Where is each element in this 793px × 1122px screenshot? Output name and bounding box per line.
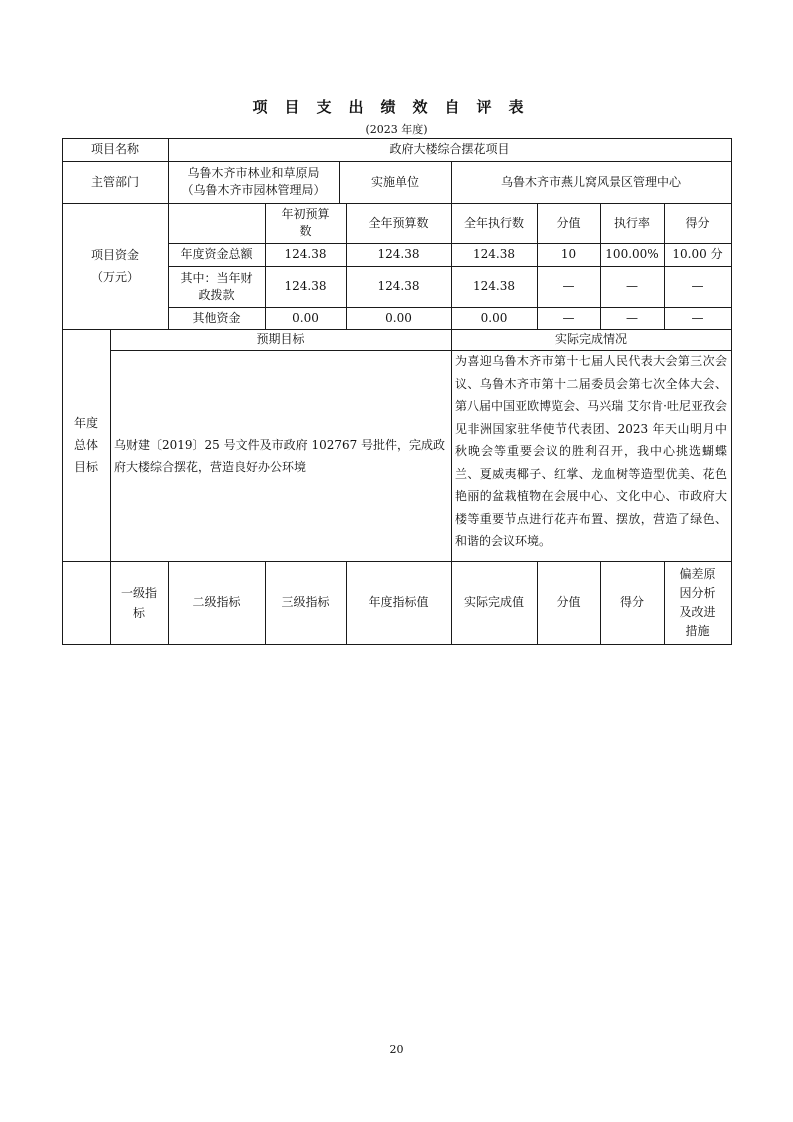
funds-cell: 124.38 xyxy=(284,247,327,261)
funds-row-label: 其他资金 xyxy=(192,310,241,325)
impl-unit-label: 实施单位 xyxy=(370,174,419,189)
dept-line-1: 乌鲁木齐市林业和草原局 xyxy=(187,166,320,180)
dept-line-2: （乌鲁木齐市园林管理局） xyxy=(181,183,326,197)
indicator-header-cell: 三级指标 xyxy=(281,595,330,609)
indicator-header-cell: 分值 xyxy=(556,595,581,609)
indicator-header-cell: 二级指标 xyxy=(192,595,241,609)
indicator-header-cell: 实际完成值 xyxy=(463,595,524,609)
project-name-label: 项目名称 xyxy=(90,142,139,156)
dept-value xyxy=(168,161,339,203)
document-year: (2023 年度) xyxy=(365,123,428,136)
funds-cell: 124.38 xyxy=(473,247,515,261)
indicator-header-cell: 一级指 标 xyxy=(120,585,157,620)
funds-header-cell: 分值 xyxy=(556,215,581,230)
expected-goal-header: 预期目标 xyxy=(256,332,305,346)
funds-cell: — xyxy=(691,310,704,325)
annual-goal-label: 年度 总体 目标 xyxy=(73,416,98,474)
funds-label: 项目资金 （万元） xyxy=(90,248,139,284)
funds-header-cell: 全年预算数 xyxy=(368,215,429,230)
funds-row-label: 其中：当年财 政拨款 xyxy=(180,270,253,302)
funds-cell: — xyxy=(562,279,575,293)
funds-cell: 124.38 xyxy=(473,279,515,293)
funds-header-cell: 执行率 xyxy=(613,215,650,230)
funds-cell: 124.38 xyxy=(377,247,420,261)
actual-status-header: 实际完成情况 xyxy=(554,332,627,346)
funds-cell: 124.38 xyxy=(284,279,327,293)
funds-cell: — xyxy=(691,279,704,293)
funds-cell: — xyxy=(626,310,638,325)
funds-header-cell: 年初预算 数 xyxy=(281,207,330,238)
funds-cell: — xyxy=(562,310,575,325)
funds-row-label: 年度资金总额 xyxy=(180,247,253,261)
funds-cell: 0.00 xyxy=(480,310,508,325)
indicator-header-cell: 得分 xyxy=(619,595,644,609)
expected-goal-text: 乌财建〔2019〕25 号文件及市政府 102767 号批件，完成政府大楼综合摆花，营造良好办公环境 xyxy=(114,437,446,474)
indicator-header-cell: 偏差原 因分析 及改进 措施 xyxy=(679,566,716,638)
funds-cell: — xyxy=(626,279,638,293)
document-title: 项目支出绩效自评表 xyxy=(252,98,541,116)
funds-header-cell: 得分 xyxy=(685,215,710,230)
page-number: 20 xyxy=(389,1043,404,1056)
funds-cell: 0.00 xyxy=(385,310,412,325)
funds-cell: 100.00% xyxy=(605,247,659,261)
indicator-header-cell: 年度指标值 xyxy=(368,595,429,609)
funds-cell: 10 xyxy=(560,247,577,261)
funds-cell: 124.38 xyxy=(377,279,420,293)
funds-header-cell: 全年执行数 xyxy=(463,215,524,230)
actual-status-text: 为喜迎乌鲁木齐市第十七届人民代表大会第三次会议、乌鲁木齐市第十二届委员会第七次全体大会、第八届中国亚欧博览会、马兴瑞 艾尔肯·吐尼亚孜会见非洲国家驻华使节代表团、2023 年天山明月中秋晚会等重要会议的胜利召开，我中心挑选蝴蝶兰、夏威夷椰子、红掌、龙血树等造型优美、花色艳丽的盆栽植物在会展中心、文化中心、市政府大楼等重要节点进行花卉布置、摆放，营造了绿色、和谐的会议环境。 xyxy=(455,354,727,548)
impl-unit-value: 乌鲁木齐市燕儿窝风景区管理中心 xyxy=(500,174,681,189)
funds-cell: 10.00 分 xyxy=(672,247,723,261)
funds-cell: 0.00 xyxy=(292,310,319,325)
dept-label: 主管部门 xyxy=(90,174,139,189)
project-name-value: 政府大楼综合摆花项目 xyxy=(389,142,510,156)
